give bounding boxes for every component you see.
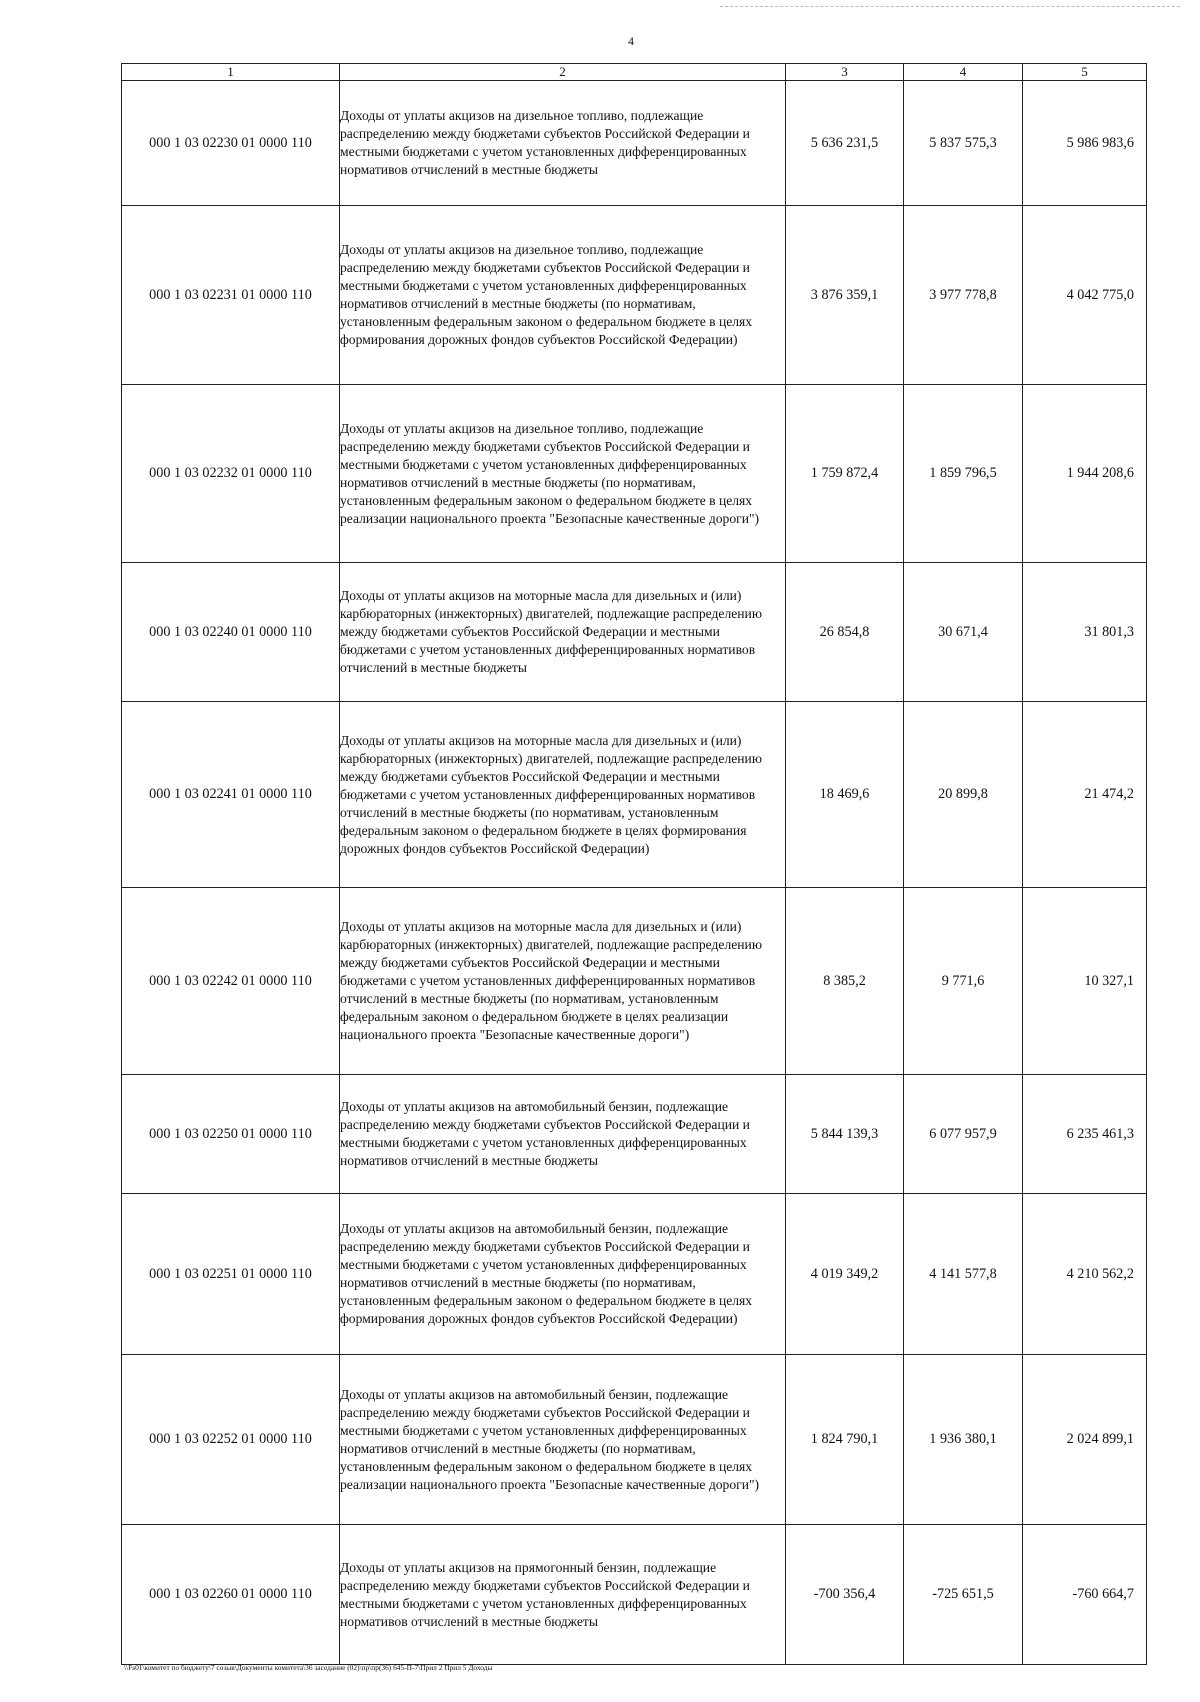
value-col-3: 8 385,2 — [786, 888, 904, 1075]
table-row — [122, 81, 1147, 206]
page-number: 4 — [628, 34, 634, 48]
value-col-5: 31 801,3 — [1023, 563, 1147, 702]
value-col-4: 1 859 796,5 — [904, 385, 1023, 563]
value-col-4: 1 936 380,1 — [904, 1355, 1023, 1525]
budget-code: 000 1 03 02231 01 0000 110 — [122, 206, 340, 385]
table-header-row — [122, 64, 1147, 81]
value-col-5: 10 327,1 — [1023, 888, 1147, 1075]
value-col-4: 4 141 577,8 — [904, 1194, 1023, 1355]
value-col-5: 21 474,2 — [1023, 702, 1147, 888]
budget-code: 000 1 03 02252 01 0000 110 — [122, 1355, 340, 1525]
value-col-5: 4 210 562,2 — [1023, 1194, 1147, 1355]
revenue-description: Доходы от уплаты акцизов на прямогонный бензин, подлежащие распределению между бюджетами субъектов Российской Федерации и местными бюджетами с учетом установленных дифференцированных нормативов отчислений в местные бюджеты — [340, 1525, 786, 1665]
revenue-description: Доходы от уплаты акцизов на автомобильный бензин, подлежащие распределению между бюджетами субъектов Российской Федерации и местными бюджетами с учетом установленных дифференцированных нормативов отчислений в местные бюджеты (по нормативам, установленным федеральным законом о федеральном бюджете в целях формирования дорожных фондов субъектов Российской Федерации) — [340, 1194, 786, 1355]
value-col-5: 1 944 208,6 — [1023, 385, 1147, 563]
table-row — [122, 1525, 1147, 1665]
revenue-description: Доходы от уплаты акцизов на дизельное топливо, подлежащие распределению между бюджетами субъектов Российской Федерации и местными бюджетами с учетом установленных дифференцированных нормативов отчислений в местные бюджеты — [340, 81, 786, 206]
value-col-5: 6 235 461,3 — [1023, 1075, 1147, 1194]
table-row — [122, 702, 1147, 888]
budget-code: 000 1 03 02232 01 0000 110 — [122, 385, 340, 563]
value-col-5: 4 042 775,0 — [1023, 206, 1147, 385]
table-row — [122, 385, 1147, 563]
value-col-3: 3 876 359,1 — [786, 206, 904, 385]
value-col-3: 1 759 872,4 — [786, 385, 904, 563]
table-row — [122, 888, 1147, 1075]
revenue-description: Доходы от уплаты акцизов на моторные масла для дизельных и (или) карбюраторных (инжекторных) двигателей, подлежащие распределению между бюджетами субъектов Российской Федерации и местными бюджетами с учетом установленных дифференцированных нормативов отчислений в местные бюджеты (по нормативам, установленным федеральным законом о федеральном бюджете в целях формирования дорожных фондов субъектов Российской Федерации) — [340, 702, 786, 888]
budget-code: 000 1 03 02251 01 0000 110 — [122, 1194, 340, 1355]
value-col-4: 5 837 575,3 — [904, 81, 1023, 206]
value-col-3: 1 824 790,1 — [786, 1355, 904, 1525]
value-col-3: 26 854,8 — [786, 563, 904, 702]
budget-code: 000 1 03 02240 01 0000 110 — [122, 563, 340, 702]
revenue-description: Доходы от уплаты акцизов на дизельное топливо, подлежащие распределению между бюджетами субъектов Российской Федерации и местными бюджетами с учетом установленных дифференцированных нормативов отчислений в местные бюджеты (по нормативам, установленным федеральным законом о федеральном бюджете в целях реализации национального проекта "Безопасные качественные дороги") — [340, 385, 786, 563]
value-col-4: 6 077 957,9 — [904, 1075, 1023, 1194]
value-col-3: 5 636 231,5 — [786, 81, 904, 206]
value-col-4: -725 651,5 — [904, 1525, 1023, 1665]
value-col-4: 3 977 778,8 — [904, 206, 1023, 385]
revenue-description: Доходы от уплаты акцизов на автомобильный бензин, подлежащие распределению между бюджетами субъектов Российской Федерации и местными бюджетами с учетом установленных дифференцированных нормативов отчислений в местные бюджеты (по нормативам, установленным федеральным законом о федеральном бюджете в целях реализации национального проекта "Безопасные качественные дороги") — [340, 1355, 786, 1525]
revenue-table — [121, 63, 1147, 1665]
budget-code: 000 1 03 02230 01 0000 110 — [122, 81, 340, 206]
column-header: 4 — [904, 64, 1023, 81]
value-col-4: 9 771,6 — [904, 888, 1023, 1075]
value-col-5: 5 986 983,6 — [1023, 81, 1147, 206]
table-row — [122, 563, 1147, 702]
table-row — [122, 1355, 1147, 1525]
column-header: 5 — [1023, 64, 1147, 81]
footer-file-path: \\Fs01\комитет по бюджету\7 созыв\Документы комитета\36 заседание (02)\пр\пр(36) 645-П-7\Прил 2 Прил 5 Доходы — [124, 1663, 493, 1672]
revenue-description: Доходы от уплаты акцизов на моторные масла для дизельных и (или) карбюраторных (инжекторных) двигателей, подлежащие распределению между бюджетами субъектов Российской Федерации и местными бюджетами с учетом установленных дифференцированных нормативов отчислений в местные бюджеты — [340, 563, 786, 702]
table-row — [122, 206, 1147, 385]
value-col-5: 2 024 899,1 — [1023, 1355, 1147, 1525]
table-row — [122, 1075, 1147, 1194]
budget-code: 000 1 03 02242 01 0000 110 — [122, 888, 340, 1075]
value-col-3: 4 019 349,2 — [786, 1194, 904, 1355]
budget-code: 000 1 03 02250 01 0000 110 — [122, 1075, 340, 1194]
column-header: 1 — [122, 64, 340, 81]
revenue-description: Доходы от уплаты акцизов на дизельное топливо, подлежащие распределению между бюджетами субъектов Российской Федерации и местными бюджетами с учетом установленных дифференцированных нормативов отчислений в местные бюджеты (по нормативам, установленным федеральным законом о федеральном бюджете в целях формирования дорожных фондов субъектов Российской Федерации) — [340, 206, 786, 385]
budget-code: 000 1 03 02260 01 0000 110 — [122, 1525, 340, 1665]
scan-artifact-line — [720, 6, 1180, 7]
revenue-description: Доходы от уплаты акцизов на моторные масла для дизельных и (или) карбюраторных (инжекторных) двигателей, подлежащие распределению между бюджетами субъектов Российской Федерации и местными бюджетами с учетом установленных дифференцированных нормативов отчислений в местные бюджеты (по нормативам, установленным федеральным законом о федеральном бюджете в целях реализации национального проекта "Безопасные качественные дороги") — [340, 888, 786, 1075]
value-col-3: 18 469,6 — [786, 702, 904, 888]
value-col-4: 30 671,4 — [904, 563, 1023, 702]
value-col-3: 5 844 139,3 — [786, 1075, 904, 1194]
value-col-3: -700 356,4 — [786, 1525, 904, 1665]
column-header: 3 — [786, 64, 904, 81]
value-col-5: -760 664,7 — [1023, 1525, 1147, 1665]
column-header: 2 — [340, 64, 786, 81]
revenue-description: Доходы от уплаты акцизов на автомобильный бензин, подлежащие распределению между бюджетами субъектов Российской Федерации и местными бюджетами с учетом установленных дифференцированных нормативов отчислений в местные бюджеты — [340, 1075, 786, 1194]
table-row — [122, 1194, 1147, 1355]
budget-code: 000 1 03 02241 01 0000 110 — [122, 702, 340, 888]
value-col-4: 20 899,8 — [904, 702, 1023, 888]
